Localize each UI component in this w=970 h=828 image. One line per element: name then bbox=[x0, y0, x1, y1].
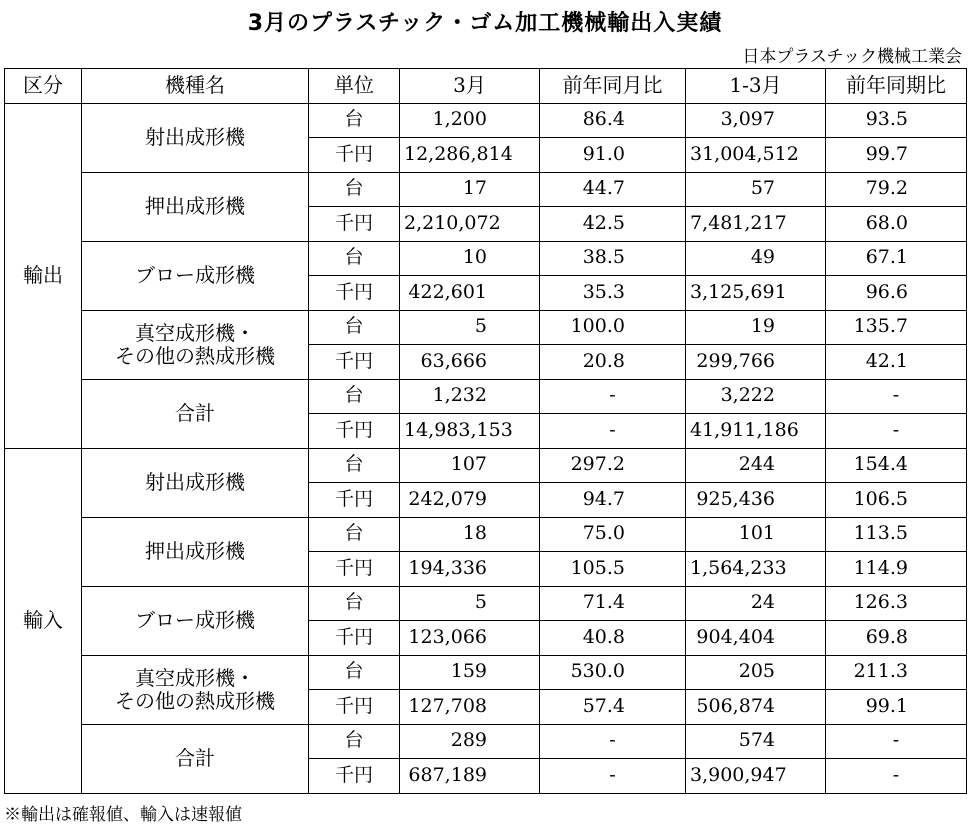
period-yoy-cell: 67.1 bbox=[826, 241, 967, 276]
month-yoy-cell: 297.2 bbox=[540, 448, 686, 483]
machine-name-cell bbox=[82, 655, 309, 724]
unit-cell: 千円 bbox=[309, 138, 400, 173]
month-yoy-cell: - bbox=[540, 379, 686, 414]
trade-table bbox=[4, 68, 967, 794]
month-value-cell: 242,079 bbox=[400, 483, 540, 518]
header-month-yoy: 前年同月比 bbox=[540, 69, 686, 104]
unit-cell: 台 bbox=[309, 379, 400, 414]
period-value-cell: 574 bbox=[686, 724, 826, 759]
month-yoy-cell: 44.7 bbox=[540, 172, 686, 207]
period-value-cell: 3,222 bbox=[686, 379, 826, 414]
machine-name-line: 真空成形機・ bbox=[135, 320, 255, 345]
header-period-yoy: 前年同期比 bbox=[826, 69, 967, 104]
period-yoy-cell: 93.5 bbox=[826, 103, 967, 138]
month-value-cell: 12,286,814 bbox=[400, 138, 540, 173]
period-yoy-cell: - bbox=[826, 379, 967, 414]
period-yoy-cell: 96.6 bbox=[826, 276, 967, 311]
period-yoy-cell: 99.7 bbox=[826, 138, 967, 173]
month-value-cell: 10 bbox=[400, 241, 540, 276]
period-value-cell: 205 bbox=[686, 655, 826, 690]
period-value-cell: 244 bbox=[686, 448, 826, 483]
machine-name-line: 射出成形機 bbox=[145, 470, 245, 494]
period-value-cell: 3,097 bbox=[686, 103, 826, 138]
unit-cell: 台 bbox=[309, 655, 400, 690]
period-value-cell: 1,564,233 bbox=[686, 552, 826, 587]
table-row bbox=[5, 517, 967, 552]
table-row bbox=[5, 448, 967, 483]
machine-name-line: 真空成形機・ bbox=[135, 665, 255, 690]
period-yoy-cell: 42.1 bbox=[826, 345, 967, 380]
month-yoy-cell: - bbox=[540, 414, 686, 449]
table-row bbox=[5, 310, 967, 345]
unit-cell: 台 bbox=[309, 448, 400, 483]
table-row bbox=[5, 655, 967, 690]
period-value-cell: 19 bbox=[686, 310, 826, 345]
period-yoy-cell: - bbox=[826, 759, 967, 794]
period-yoy-cell: 211.3 bbox=[826, 655, 967, 690]
period-value-cell: 904,404 bbox=[686, 621, 826, 656]
month-value-cell: 194,336 bbox=[400, 552, 540, 587]
month-yoy-cell: 75.0 bbox=[540, 517, 686, 552]
machine-name-cell bbox=[82, 241, 309, 310]
unit-cell: 台 bbox=[309, 724, 400, 759]
header-period: 1-3月 bbox=[686, 69, 826, 104]
period-yoy-cell: 79.2 bbox=[826, 172, 967, 207]
month-value-cell: 1,232 bbox=[400, 379, 540, 414]
unit-cell: 台 bbox=[309, 310, 400, 345]
period-yoy-cell: 99.1 bbox=[826, 690, 967, 725]
month-value-cell: 14,983,153 bbox=[400, 414, 540, 449]
month-yoy-cell: - bbox=[540, 759, 686, 794]
unit-cell: 千円 bbox=[309, 483, 400, 518]
month-yoy-cell: 57.4 bbox=[540, 690, 686, 725]
period-yoy-cell: 68.0 bbox=[826, 207, 967, 242]
unit-cell: 台 bbox=[309, 241, 400, 276]
machine-name-cell bbox=[82, 379, 309, 448]
unit-cell: 千円 bbox=[309, 345, 400, 380]
month-yoy-cell: 105.5 bbox=[540, 552, 686, 587]
unit-cell: 台 bbox=[309, 586, 400, 621]
unit-cell: 千円 bbox=[309, 207, 400, 242]
month-yoy-cell: 100.0 bbox=[540, 310, 686, 345]
month-yoy-cell: 71.4 bbox=[540, 586, 686, 621]
month-value-cell: 1,200 bbox=[400, 103, 540, 138]
period-yoy-cell: 106.5 bbox=[826, 483, 967, 518]
unit-cell: 台 bbox=[309, 103, 400, 138]
unit-cell: 千円 bbox=[309, 621, 400, 656]
unit-cell: 千円 bbox=[309, 276, 400, 311]
month-yoy-cell: 86.4 bbox=[540, 103, 686, 138]
month-value-cell: 422,601 bbox=[400, 276, 540, 311]
machine-name-cell bbox=[82, 724, 309, 793]
header-row bbox=[5, 69, 967, 104]
month-yoy-cell: 40.8 bbox=[540, 621, 686, 656]
month-value-cell: 5 bbox=[400, 310, 540, 345]
month-yoy-cell: - bbox=[540, 724, 686, 759]
month-yoy-cell: 20.8 bbox=[540, 345, 686, 380]
month-yoy-cell: 38.5 bbox=[540, 241, 686, 276]
unit-cell: 台 bbox=[309, 172, 400, 207]
machine-name-line: 合計 bbox=[175, 746, 215, 770]
machine-name-cell bbox=[82, 103, 309, 172]
source-label: 日本プラスチック機械工業会 bbox=[742, 47, 962, 67]
month-yoy-cell: 94.7 bbox=[540, 483, 686, 518]
period-yoy-cell: 135.7 bbox=[826, 310, 967, 345]
month-value-cell: 159 bbox=[400, 655, 540, 690]
period-value-cell: 506,874 bbox=[686, 690, 826, 725]
period-value-cell: 41,911,186 bbox=[686, 414, 826, 449]
machine-name-cell bbox=[82, 172, 309, 241]
unit-cell: 千円 bbox=[309, 552, 400, 587]
month-value-cell: 127,708 bbox=[400, 690, 540, 725]
unit-cell: 千円 bbox=[309, 759, 400, 794]
period-yoy-cell: 126.3 bbox=[826, 586, 967, 621]
unit-cell: 千円 bbox=[309, 690, 400, 725]
table-row bbox=[5, 172, 967, 207]
table-row bbox=[5, 379, 967, 414]
unit-cell: 千円 bbox=[309, 414, 400, 449]
period-value-cell: 49 bbox=[686, 241, 826, 276]
footnote: ※輸出は確報値、輸入は速報値 bbox=[4, 805, 242, 825]
month-value-cell: 18 bbox=[400, 517, 540, 552]
month-yoy-cell: 530.0 bbox=[540, 655, 686, 690]
period-yoy-cell: 154.4 bbox=[826, 448, 967, 483]
table-row bbox=[5, 103, 967, 138]
machine-name-cell bbox=[82, 448, 309, 517]
period-value-cell: 24 bbox=[686, 586, 826, 621]
category-cell: 輸入 bbox=[5, 448, 82, 793]
period-yoy-cell: - bbox=[826, 724, 967, 759]
table-row bbox=[5, 241, 967, 276]
machine-name-cell bbox=[82, 586, 309, 655]
period-value-cell: 925,436 bbox=[686, 483, 826, 518]
period-value-cell: 101 bbox=[686, 517, 826, 552]
month-value-cell: 63,666 bbox=[400, 345, 540, 380]
month-yoy-cell: 91.0 bbox=[540, 138, 686, 173]
period-value-cell: 3,125,691 bbox=[686, 276, 826, 311]
machine-name-line: その他の熱成形機 bbox=[115, 343, 275, 368]
month-value-cell: 289 bbox=[400, 724, 540, 759]
period-yoy-cell: 114.9 bbox=[826, 552, 967, 587]
header-machine: 機種名 bbox=[82, 69, 309, 104]
table-body bbox=[5, 103, 967, 793]
period-value-cell: 31,004,512 bbox=[686, 138, 826, 173]
period-value-cell: 7,481,217 bbox=[686, 207, 826, 242]
unit-cell: 台 bbox=[309, 517, 400, 552]
table-row bbox=[5, 586, 967, 621]
period-yoy-cell: 113.5 bbox=[826, 517, 967, 552]
machine-name-line: ブロー成形機 bbox=[135, 608, 255, 632]
machine-name-line: 射出成形機 bbox=[145, 125, 245, 149]
month-value-cell: 2,210,072 bbox=[400, 207, 540, 242]
machine-name-line: ブロー成形機 bbox=[135, 263, 255, 287]
period-yoy-cell: 69.8 bbox=[826, 621, 967, 656]
month-yoy-cell: 35.3 bbox=[540, 276, 686, 311]
month-value-cell: 107 bbox=[400, 448, 540, 483]
machine-name-line: 押出成形機 bbox=[145, 194, 245, 218]
period-value-cell: 299,766 bbox=[686, 345, 826, 380]
machine-name-line: その他の熱成形機 bbox=[115, 688, 275, 713]
month-value-cell: 687,189 bbox=[400, 759, 540, 794]
period-value-cell: 3,900,947 bbox=[686, 759, 826, 794]
machine-name-cell bbox=[82, 517, 309, 586]
period-yoy-cell: - bbox=[826, 414, 967, 449]
page-title: 3月のプラスチック・ゴム加工機械輸出入実績 bbox=[247, 11, 723, 36]
machine-name-cell bbox=[82, 310, 309, 379]
category-cell: 輸出 bbox=[5, 103, 82, 448]
table-row bbox=[5, 724, 967, 759]
machine-name-line: 合計 bbox=[175, 401, 215, 425]
month-yoy-cell: 42.5 bbox=[540, 207, 686, 242]
month-value-cell: 17 bbox=[400, 172, 540, 207]
header-category: 区分 bbox=[5, 69, 82, 104]
header-month: 3月 bbox=[400, 69, 540, 104]
header-unit: 単位 bbox=[309, 69, 400, 104]
machine-name-line: 押出成形機 bbox=[145, 539, 245, 563]
month-value-cell: 5 bbox=[400, 586, 540, 621]
period-value-cell: 57 bbox=[686, 172, 826, 207]
month-value-cell: 123,066 bbox=[400, 621, 540, 656]
